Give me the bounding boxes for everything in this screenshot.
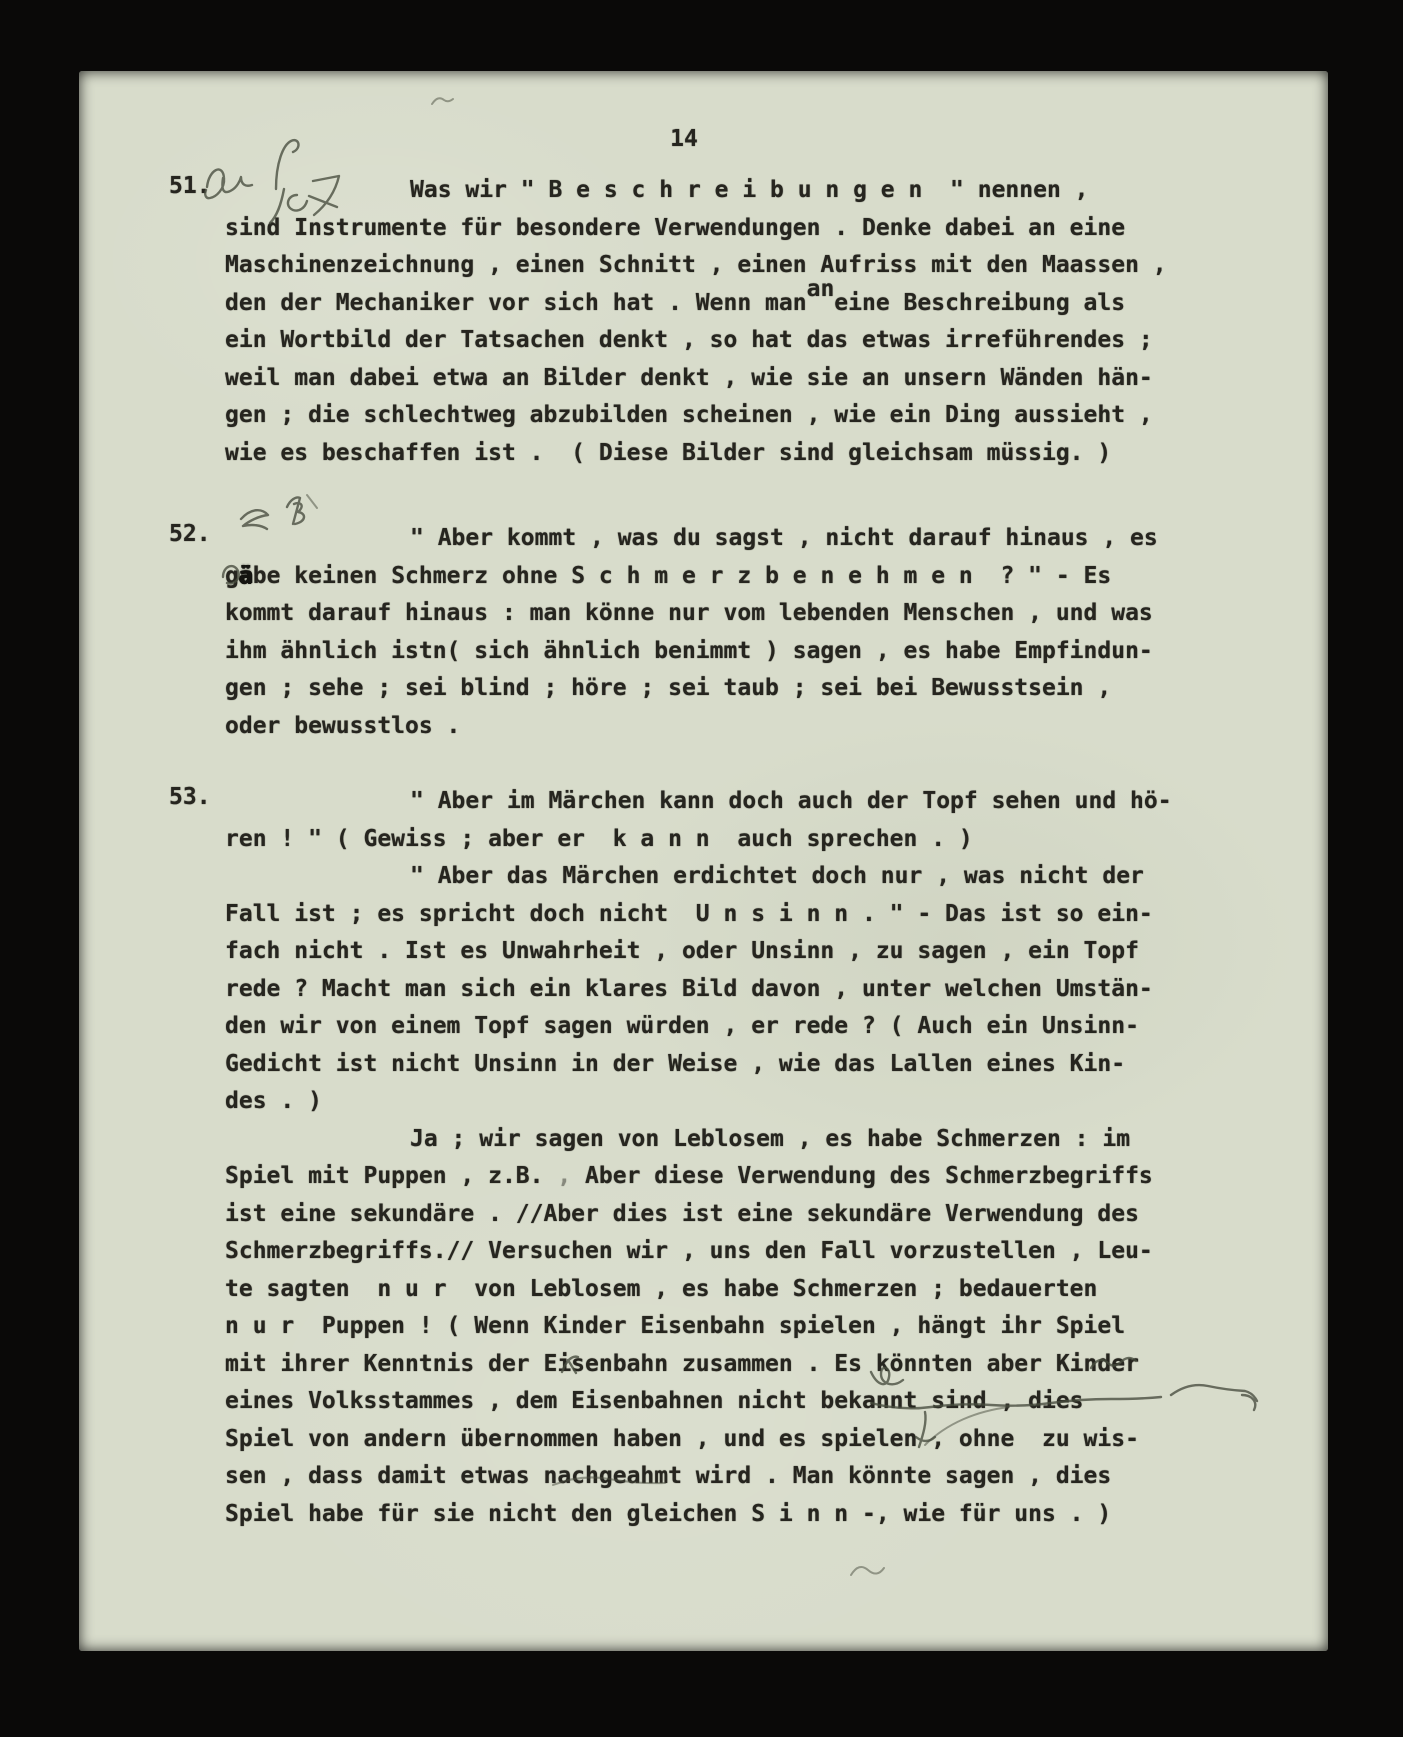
text-line: ist eine sekundäre . //Aber dies ist eine sekundäre Verwendung des [225,1200,1139,1227]
text-line: Fall ist ; es spricht doch nicht U n s i n n . " - Das ist so ein- [225,900,1153,927]
paragraph-52 [79,520,1328,745]
text-line: eines Volksstammes , dem Eisenbahnen nicht bekannt sind , dies [225,1388,1084,1414]
text-line: " Aber im Märchen kann doch auch der Topf sehen und hö- [410,788,1172,814]
text-line: Ja ; wir sagen von Leblosem , es habe Schmerzen : im [410,1125,1131,1152]
text-line: " Aber kommt , was du sagst , nicht darauf hinaus , es [410,525,1158,551]
text-segment: eine Beschreibung als [834,289,1126,316]
text-segment: g [225,562,239,589]
paragraph-53-body [225,783,1328,1533]
typed-superscript-insertion: an [806,275,835,302]
paragraph-53 [79,783,1328,1533]
text-line: oder bewusstlos . [225,712,461,739]
text-line-with-overtyped-letter [225,558,1328,596]
text-line: weil man dabei etwa an Bilder denkt , wie sie an unsern Wänden hän- [225,364,1153,391]
text-line: Schmerzbegriffs.// Versuchen wir , uns den Fall vorzustellen , Leu- [225,1238,1153,1264]
text-segment: den der Mechaniker vor sich hat . Wenn man [225,289,807,316]
paragraph-52-body [225,520,1328,745]
text-line: fach nicht . Ist es Unwahrheit , oder Unsinn , zu sagen , ein Topf [225,938,1139,964]
text-line: mit ihrer Kenntnis der Eisenbahn zusammen . Es könnten aber Kinder [225,1350,1139,1377]
text-line: n u r Puppen ! ( Wenn Kinder Eisenbahn spielen , hängt ihr Spiel [225,1313,1126,1339]
text-line: Spiel von andern übernommen haben , und es spielen , ohne zu wis- [225,1425,1139,1452]
text-segment: Aber diese Verwendung des Schmerzbegriffs [571,1163,1153,1189]
text-line: te sagten n u r von Leblosem , es habe Schmerzen ; bedauerten [225,1275,1098,1302]
text-line: Gedicht ist nicht Unsinn in der Weise , wie das Lallen eines Kin- [225,1050,1126,1077]
text-line: ihm ähnlich istn( sich ähnlich benimmt ) sagen , es habe Empfindun- [225,637,1153,664]
text-line: sen , dass damit etwas nachgeahmt wird . Man könnte sagen , dies [225,1463,1112,1489]
text-line: gen ; sehe ; sei blind ; höre ; sei taub ; sei bei Bewusstsein , [225,675,1112,701]
text-line: den wir von einem Topf sagen würden , er rede ? ( Auch ein Unsinn- [225,1013,1139,1039]
document-page [79,71,1328,1651]
text-line: ren ! " ( Gewiss ; aber er k a n n auch sprechen . ) [225,825,973,852]
paragraph-51 [79,172,1328,472]
text-line: wie es beschaffen ist . ( Diese Bilder sind gleichsam müssig. ) [225,439,1112,466]
overtyped-letter: ä [238,562,253,589]
pencil-squiggle-before-wie [851,1567,884,1575]
text-line: des . ) [225,1088,322,1114]
text-line-with-ghost-character [225,1158,1328,1196]
paragraph-53-number: 53. [169,784,211,810]
paragraph-51-body [225,172,1328,472]
pencil-mark [307,495,317,508]
text-line: sind Instrumente für besondere Verwendungen . Denke dabei an eine [225,214,1126,241]
pencil-tick-top [432,98,453,104]
text-line: gen ; die schlechtweg abzubilden scheinen , wie ein Ding aussieht , [225,402,1153,428]
paragraph-51-number: 51. [169,173,211,199]
text-line: Maschinenzeichnung , einen Schnitt , einen Aufriss mit den Maassen , [225,252,1167,278]
text-line: Was wir " B e s c h r e i b u n g e n " nennen , [410,177,1089,203]
text-line-with-inserted-correction [225,275,1328,323]
text-line: " Aber das Märchen erdichtet doch nur , was nicht der [410,863,1144,889]
text-line: rede ? Macht man sich ein klares Bild davon , unter welchen Umstän- [225,975,1153,1002]
paragraph-52-number: 52. [169,521,211,547]
page-number: 14 [670,126,698,152]
text-segment: be keinen Schmerz ohne S c h m e r z b e n e h m e n ? " - Es [252,562,1112,589]
text-segment: Spiel mit Puppen , z.B. [225,1163,558,1189]
text-line: Spiel habe für sie nicht den gleichen S i n n -, wie für uns . ) [225,1500,1112,1527]
faded-overstruck-comma: , [557,1163,572,1189]
text-line: ein Wortbild der Tatsachen denkt , so hat das etwas irreführendes ; [225,327,1153,353]
text-line: kommt darauf hinaus : man könne nur vom lebenden Menschen , und was [225,600,1153,626]
